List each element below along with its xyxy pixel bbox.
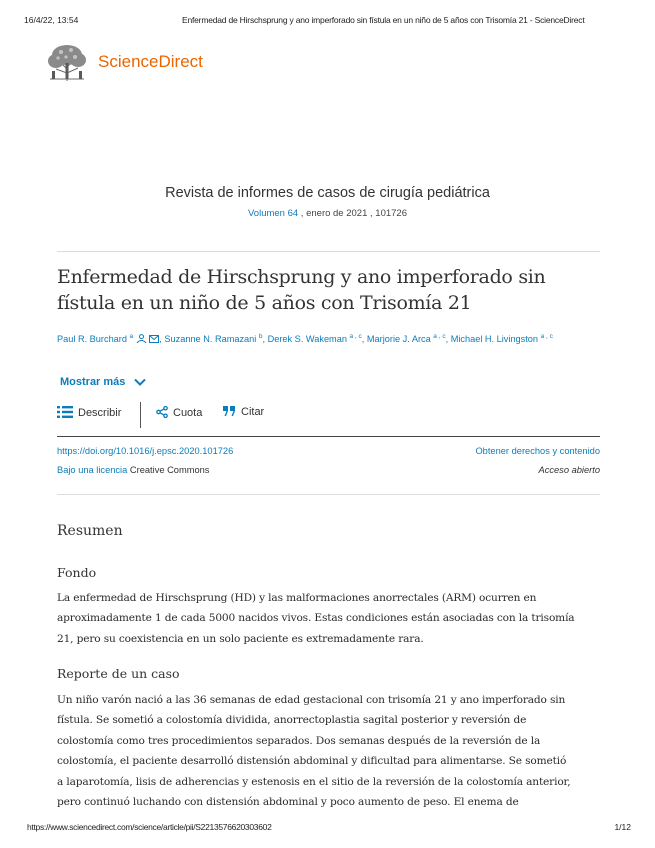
- brand-name[interactable]: ScienceDirect: [98, 52, 203, 71]
- describe-button[interactable]: [57, 406, 121, 419]
- email-icon[interactable]: [149, 335, 159, 343]
- share-label: Cuota: [173, 407, 203, 419]
- list-icon: [57, 406, 73, 418]
- show-more-button[interactable]: [60, 376, 146, 388]
- paragraph-line: pero continuó luchando con distensión abdominal y poco aumento de peso. El enema de: [57, 796, 519, 809]
- author-affiliation[interactable]: a: [129, 333, 134, 340]
- author-link[interactable]: Marjorie J. Arca: [366, 334, 431, 345]
- author-affiliation[interactable]: a , c: [349, 333, 362, 340]
- print-doc-title: Enfermedad de Hirschsprung y ano imperforado sin fístula en un niño de 5 años con Trisomía 21 - ScienceDirect: [182, 15, 585, 25]
- case-report-heading: Reporte de un caso: [57, 666, 180, 681]
- rights-link[interactable]: Obtener derechos y contenido: [475, 446, 600, 456]
- open-access-label: Acceso abierto: [538, 465, 600, 475]
- article-title: Enfermedad de Hirschsprung y ano imperforado sin fístula en un niño de 5 años con Trisomía 21: [57, 266, 546, 314]
- license-prefix-link[interactable]: Bajo una licencia: [57, 465, 128, 475]
- cite-button[interactable]: [223, 406, 264, 418]
- journal-name[interactable]: Revista de informes de casos de cirugía pediátrica: [165, 185, 490, 201]
- page-url: https://www.sciencedirect.com/science/article/pii/S2213576620303602: [27, 822, 272, 832]
- volume-link[interactable]: Volumen 64: [247, 208, 299, 219]
- issue-rest: , enero de 2021 , 101726: [298, 208, 407, 219]
- divider: [57, 436, 600, 437]
- chevron-down-icon: [134, 378, 146, 386]
- person-icon[interactable]: [136, 334, 147, 343]
- doi-link[interactable]: https://doi.org/10.1016/j.epsc.2020.101726: [57, 446, 234, 456]
- paragraph-line: colostomía, el paciente desarrolló distensión abdominal y dificultad para alimentarse. Se sometió: [57, 755, 567, 768]
- author-link[interactable]: Derek S. Wakeman: [267, 334, 347, 345]
- paragraph-line: aproximadamente 1 de cada 5000 nacidos vivos. Estas condiciones están asociadas con la trisomía: [57, 612, 575, 625]
- print-datetime: 16/4/22, 13:54: [24, 15, 79, 25]
- paragraph-line: fístula. Se sometió a colostomía dividida, anorrectoplastia sagital posterior y reversión de: [57, 714, 527, 727]
- author-list: Paul R. Burchard $^a$ , Suzanne N. Ramazani $^b$, Derek S. Wakeman $^{a , c}$, Marjorie J. Arca $^{a , c}$, Michael H. Livingston $^{a , c}$: [57, 333, 553, 345]
- paragraph-line: La enfermedad de Hirschsprung (HD) y las malformaciones anorrectales (ARM) ocurren en: [57, 592, 537, 604]
- paragraph-line: 21, pero su coexistencia en un solo paciente es extremadamente rara.: [57, 632, 424, 645]
- case-report-paragraph: [57, 690, 605, 812]
- author-affiliation[interactable]: b: [258, 333, 263, 340]
- issue-info: [0, 208, 655, 219]
- share-button[interactable]: [156, 406, 202, 419]
- page-number: 1/12: [614, 822, 631, 832]
- paragraph-line: a laparotomía, lisis de adherencias y estenosis en el sitio de la reversión de la colostomía anterior,: [57, 775, 571, 788]
- author-link[interactable]: Suzanne N. Ramazani: [164, 334, 257, 345]
- background-heading: Fondo: [57, 565, 97, 580]
- share-icon: [156, 406, 168, 418]
- paragraph-line: Un niño varón nació a las 36 semanas de edad gestacional con trisomía 21 y ano imperforado sin: [57, 694, 566, 706]
- paragraph-line: colostomía como tres procedimientos separados. Dos semanas después de la reversión de la: [57, 734, 541, 747]
- author-affiliation[interactable]: a , c: [540, 333, 553, 340]
- divider: [57, 251, 600, 252]
- print-header: [24, 15, 631, 29]
- author-link[interactable]: Michael H. Livingston: [450, 334, 539, 345]
- background-paragraph: [57, 588, 605, 649]
- license-name: Creative Commons: [129, 465, 210, 475]
- divider: [57, 494, 600, 495]
- abstract-heading: Resumen: [57, 523, 123, 539]
- license-line: [57, 465, 209, 475]
- elsevier-tree-logo-icon[interactable]: [44, 43, 90, 83]
- toolbar-separator: [140, 402, 141, 428]
- quote-icon: [223, 406, 236, 417]
- author-affiliation[interactable]: a , c: [433, 333, 446, 340]
- cite-label: Citar: [241, 406, 265, 418]
- show-more-label: Mostrar más: [60, 376, 126, 388]
- author-link[interactable]: Paul R. Burchard: [57, 334, 127, 345]
- describe-label: Describir: [78, 407, 122, 419]
